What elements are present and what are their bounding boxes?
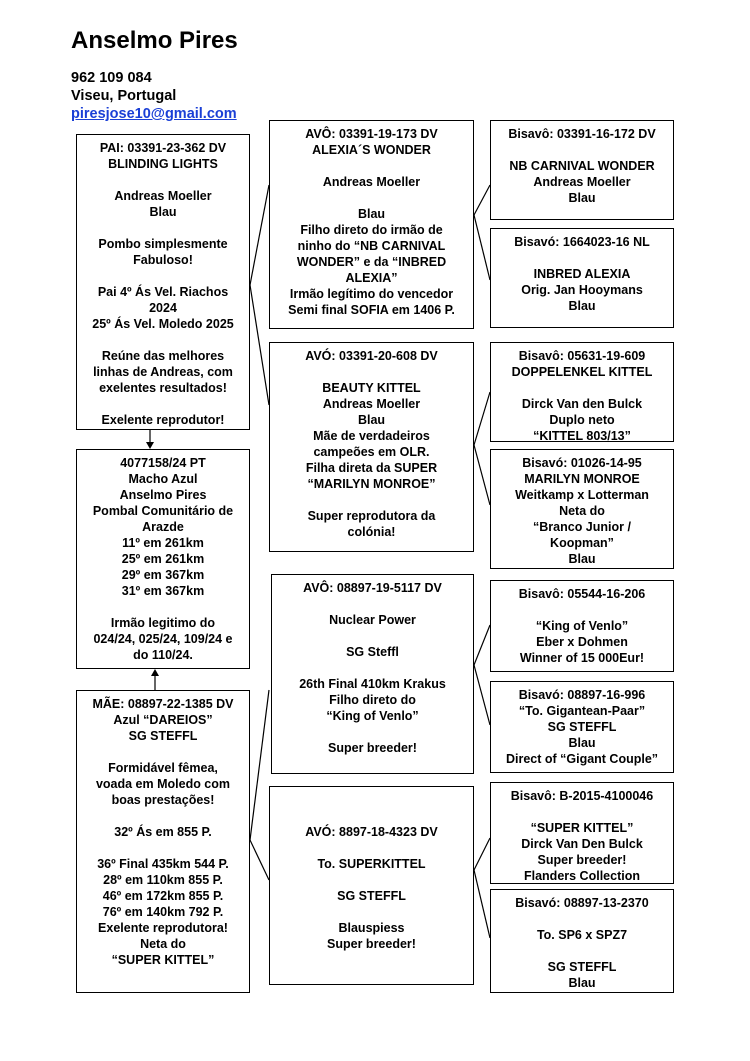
box-line: “MARILYN MONROE”: [307, 477, 436, 491]
box-line: Pombo simplesmente: [98, 237, 228, 251]
box-line: Mãe de verdadeiros: [313, 429, 430, 443]
box-text: [511, 788, 653, 884]
connector-mae-avo: [250, 690, 269, 840]
box-line: [305, 792, 437, 808]
box-line: Weitkamp x Lotterman: [515, 488, 649, 502]
box-line: [299, 724, 446, 740]
box-line: Bisavó: 08897-16-996: [518, 688, 646, 702]
box-line: [299, 596, 446, 612]
box-line: 11º em 261km: [122, 536, 204, 550]
connector-pai-avo-f: [250, 285, 269, 405]
box-line: SG STEFFL: [337, 889, 406, 903]
box-line: exelentes resultados!: [99, 381, 227, 395]
box-line: ninho do “NB CARNIVAL: [297, 239, 446, 253]
box-line: do 110/24.: [133, 648, 193, 662]
box-line: [519, 602, 645, 618]
box-line: 024/24, 025/24, 109/24 e: [93, 632, 233, 646]
box-line: Pombal Comunitário de: [92, 504, 234, 518]
box-line: Irmão legítimo do vencedor: [289, 287, 454, 301]
box-line: 2024: [149, 301, 177, 315]
box-line: Andreas Moeller: [114, 189, 212, 203]
box-line: Dirck Van den Bulck: [521, 397, 643, 411]
box-line: Blauspiess: [338, 921, 405, 935]
pai-box: [76, 134, 250, 430]
box-line: AVÔ: 03391-19-173 DV: [305, 127, 438, 141]
bisavo-box-2: [490, 228, 674, 328]
box-line: Blau: [568, 736, 596, 750]
box-line: 25º em 261km: [121, 552, 205, 566]
box-line: [305, 840, 437, 856]
box-line: ALEXIA´S WONDER: [312, 143, 431, 157]
owner-name: Anselmo Pires: [71, 27, 238, 54]
box-line: Bisavô: 05544-16-206: [518, 587, 646, 601]
box-line: 29º em 367km: [121, 568, 205, 582]
box-line: Nuclear Power: [329, 613, 416, 627]
box-text: [515, 455, 649, 567]
box-line: NB CARNIVAL WONDER: [509, 159, 655, 173]
box-line: Formidável fêmea,: [108, 761, 218, 775]
box-line: linhas de Andreas, com: [93, 365, 233, 379]
box-line: [92, 172, 233, 188]
box-line: Bisavô: 03391-16-172 DV: [508, 127, 656, 141]
owner-location: Viseu, Portugal: [71, 88, 177, 104]
box-line: [92, 808, 233, 824]
box-line: BLINDING LIGHTS: [108, 157, 218, 171]
box-line: “Branco Junior /: [533, 520, 631, 534]
box-line: SG STEFFL: [547, 960, 617, 974]
box-line: Exelente reprodutor!: [101, 413, 225, 427]
mae-box: [76, 690, 250, 993]
box-line: [305, 492, 437, 508]
box-line: AVÔ: 08897-19-5117 DV: [303, 581, 442, 595]
box-line: [92, 744, 233, 760]
box-line: SG Steffl: [346, 645, 399, 659]
bisavo-box-3: [490, 342, 674, 442]
box-text: [93, 455, 233, 663]
box-line: DOPPELENKEL KITTEL: [511, 365, 653, 379]
box-line: [299, 660, 446, 676]
box-line: [92, 396, 233, 412]
box-text: [92, 696, 233, 968]
connector-pai-avo: [250, 185, 269, 285]
box-line: Winner of 15 000Eur!: [519, 651, 645, 665]
box-line: Neta do: [140, 937, 186, 951]
box-line: AVÓ: 03391-20-608 DV: [305, 349, 438, 363]
box-line: Irmão legitimo do: [110, 616, 216, 630]
bisavo-box-7: [490, 782, 674, 884]
box-line: MARILYN MONROE: [524, 472, 640, 486]
box-line: [288, 158, 455, 174]
box-text: [305, 792, 437, 952]
box-line: Pai 4º Ás Vel. Riachos: [97, 285, 229, 299]
avo-materno-box: [271, 574, 474, 774]
box-text: [506, 687, 658, 767]
box-text: [299, 580, 446, 756]
box-line: 46º em 172km 855 P.: [102, 889, 224, 903]
box-line: [92, 220, 233, 236]
box-line: Semi final SOFIA em 1406 P.: [288, 303, 455, 317]
box-line: boas prestações!: [111, 793, 215, 807]
bisavo-box-1: [490, 120, 674, 220]
bisavo-box-5: [490, 580, 674, 672]
box-line: Reúne das melhores: [101, 349, 225, 363]
bisavo-box-4: [490, 449, 674, 569]
box-line: MÃE: 08897-22-1385 DV: [92, 697, 234, 711]
box-line: [511, 804, 653, 820]
box-line: 4077158/24 PT: [120, 456, 206, 470]
box-line: [305, 872, 437, 888]
avo-paterno-box: [269, 120, 474, 329]
arrow-up-icon: [151, 669, 159, 676]
box-line: voada em Moledo com: [95, 777, 231, 791]
box-line: Filho direto do: [329, 693, 416, 707]
box-line: BEAUTY KITTEL: [322, 381, 421, 395]
box-line: [92, 268, 233, 284]
box-line: Super breeder!: [328, 741, 417, 755]
box-line: INBRED ALEXIA: [533, 267, 631, 281]
box-line: 26th Final 410km Krakus: [299, 677, 446, 691]
box-line: Blau: [568, 299, 596, 313]
box-line: Blau: [568, 552, 596, 566]
box-line: Blau: [149, 205, 177, 219]
box-line: Macho Azul: [128, 472, 198, 486]
box-line: Blau: [357, 413, 386, 427]
box-line: Arazde: [142, 520, 184, 534]
box-line: [305, 808, 437, 824]
box-line: Azul “DAREIOS”: [113, 713, 213, 727]
box-line: [93, 599, 233, 615]
box-line: “King of Venlo”: [326, 709, 419, 723]
box-line: Neta do: [559, 504, 605, 518]
box-line: [92, 840, 233, 856]
box-line: colónia!: [347, 525, 396, 539]
box-line: Exelente reprodutora!: [98, 921, 228, 935]
box-line: SG STEFFL: [547, 720, 617, 734]
box-line: Super breeder!: [327, 937, 416, 951]
box-text: [515, 895, 648, 991]
box-line: 28º em 110km 855 P.: [103, 873, 223, 887]
box-line: campeões em OLR.: [313, 445, 430, 459]
box-line: Orig. Jan Hooymans: [521, 283, 643, 297]
owner-email-link[interactable]: piresjose10@gmail.com: [71, 106, 237, 122]
box-line: SG STEFFL: [128, 729, 198, 743]
box-line: Duplo neto: [549, 413, 615, 427]
box-line: Super breeder!: [537, 853, 627, 867]
avo-paterna-box: [269, 342, 474, 552]
box-text: [514, 234, 650, 314]
box-line: 25º Ás Vel. Moledo 2025: [92, 317, 234, 331]
box-text: [288, 126, 455, 318]
box-line: AVÓ: 8897-18-4323 DV: [305, 825, 438, 839]
box-line: PAI: 03391-23-362 DV: [99, 141, 227, 155]
box-line: Filho direto do irmão de: [300, 223, 443, 237]
box-line: Eber x Dohmen: [536, 635, 628, 649]
box-line: [305, 904, 437, 920]
box-line: Anselmo Pires: [119, 488, 207, 502]
connector-mae-avo-f: [250, 840, 269, 880]
subject-bird-box: [76, 449, 250, 669]
box-line: 32º Ás em 855 P.: [114, 825, 212, 839]
box-line: Flanders Collection: [523, 869, 640, 883]
box-line: “SUPER KITTEL”: [530, 821, 634, 835]
box-line: [514, 250, 650, 266]
box-line: 31º em 367km: [121, 584, 205, 598]
box-text: [519, 586, 645, 666]
box-line: Bisavó: 08897-13-2370: [515, 896, 649, 910]
box-line: Bisavô: B-2015-4100046: [510, 789, 654, 803]
box-line: Direct of “Gigant Couple”: [505, 752, 659, 766]
box-line: To. SP6 x SPZ7: [536, 928, 628, 942]
box-text: [512, 348, 653, 442]
box-line: [299, 628, 446, 644]
bisavo-box-8: [490, 889, 674, 993]
box-line: Bisavó: 01026-14-95: [522, 456, 642, 470]
box-line: Filha direta da SUPER: [305, 461, 438, 475]
box-line: Koopman”: [550, 536, 614, 550]
box-line: [512, 380, 653, 396]
box-line: Blau: [568, 191, 596, 205]
box-line: Bisavó: 1664023-16 NL: [514, 235, 650, 249]
box-line: ALEXIA”: [345, 271, 398, 285]
box-line: Andreas Moeller: [322, 397, 421, 411]
box-line: To. SUPERKITTEL: [317, 857, 426, 871]
box-line: Andreas Moeller: [533, 175, 631, 189]
box-line: Fabuloso!: [133, 253, 193, 267]
box-line: Andreas Moeller: [322, 175, 421, 189]
box-line: “KITTEL 803/13”: [533, 429, 631, 442]
box-line: [508, 142, 655, 158]
box-line: Super reprodutora da: [307, 509, 436, 523]
box-line: [92, 332, 233, 348]
arrow-down-icon: [146, 442, 154, 449]
box-line: [305, 364, 437, 380]
box-text: [305, 348, 437, 540]
box-line: [515, 943, 648, 959]
box-line: 36º Final 435km 544 P.: [97, 857, 229, 871]
avo-materna-box: [269, 786, 474, 985]
box-line: “King of Venlo”: [535, 619, 629, 633]
box-text: [508, 126, 655, 206]
box-line: [288, 190, 455, 206]
box-line: Blau: [357, 207, 386, 221]
box-line: Blau: [568, 976, 596, 990]
box-line: 76º em 140km 792 P.: [102, 905, 224, 919]
box-line: Bisavô: 05631-19-609: [518, 349, 646, 363]
box-line: [515, 911, 648, 927]
box-line: WONDER” e da “INBRED: [296, 255, 447, 269]
bisavo-box-6: [490, 681, 674, 773]
owner-phone: 962 109 084: [71, 70, 152, 86]
box-text: [92, 140, 233, 428]
box-line: Dirck Van Den Bulck: [521, 837, 643, 851]
box-line: “To. Gigantean-Paar”: [518, 704, 646, 718]
box-line: “SUPER KITTEL”: [111, 953, 215, 967]
